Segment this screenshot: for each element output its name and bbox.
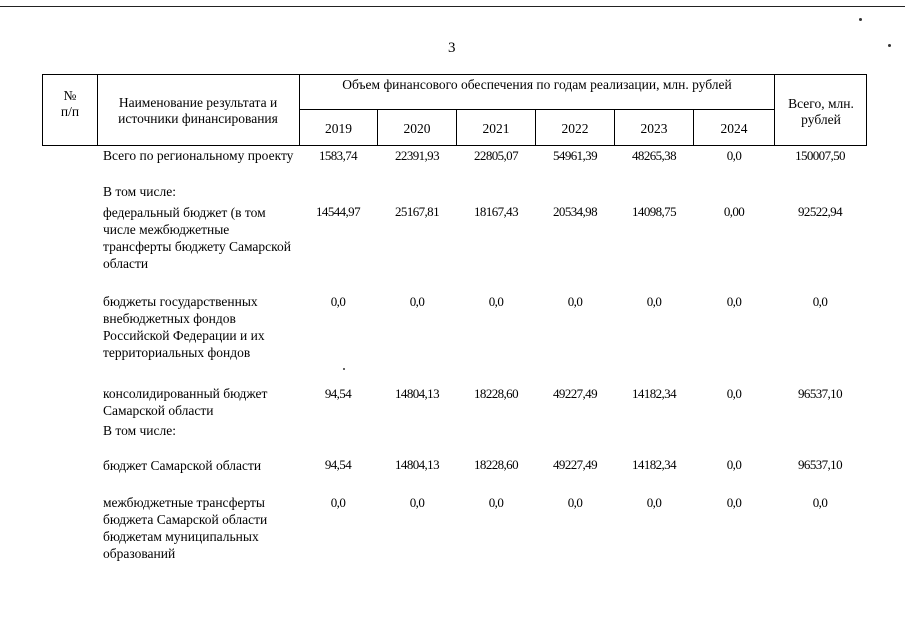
row-total-2024: 0,0	[726, 148, 742, 163]
row-total-label: Всего по региональному проекту	[103, 148, 294, 163]
row-total-2023: 48265,38	[632, 148, 676, 163]
header-year-2021: 2021	[482, 121, 510, 136]
row-funds-2022: 0,0	[567, 294, 583, 309]
header-left-border	[42, 74, 43, 146]
row-federal-label: федеральный бюджет (в том числе межбюджетные трансферты бюджету Самарской области	[103, 205, 291, 271]
row-consolidated-2020: 14804,13	[395, 386, 439, 401]
row-federal-sum: 92522,94	[798, 204, 842, 219]
row-regional-2021: 18228,60	[474, 457, 518, 472]
row-transfers-2020: 0,0	[409, 495, 425, 510]
scan-speck	[888, 44, 891, 47]
row-federal-2021: 18167,43	[474, 204, 518, 219]
row-regional-2023: 14182,34	[632, 457, 676, 472]
row-total-sum: 150007,50	[795, 148, 845, 163]
page-number: 3	[448, 40, 456, 56]
row-regional-2024: 0,0	[726, 457, 742, 472]
row-regional-2022: 49227,49	[553, 457, 597, 472]
header-year-2019: 2019	[325, 121, 352, 136]
row-funds-2020: 0,0	[409, 294, 425, 309]
row-consolidated-sum: 96537,10	[798, 386, 842, 401]
header-year-2024: 2024	[720, 121, 748, 136]
row-total-2020: 22391,93	[395, 148, 439, 163]
row-consolidated-2019: 94,54	[324, 386, 352, 401]
row-including-label-2: В том числе:	[103, 423, 176, 438]
header-year-2022: 2022	[561, 121, 589, 136]
row-consolidated-2021: 18228,60	[474, 386, 518, 401]
row-transfers-2023: 0,0	[646, 495, 662, 510]
row-transfers-2019: 0,0	[330, 495, 346, 510]
header-bottom-border	[42, 145, 866, 146]
row-transfers-2022: 0,0	[567, 495, 583, 510]
row-transfers-2021: 0,0	[488, 495, 504, 510]
row-funds-sum: 0,0	[812, 294, 828, 309]
row-transfers-sum: 0,0	[812, 495, 828, 510]
row-transfers-2024: 0,0	[726, 495, 742, 510]
row-consolidated-2024: 0,0	[726, 386, 742, 401]
row-funds-2023: 0,0	[646, 294, 662, 309]
scan-speck	[859, 18, 862, 21]
header-right-border	[866, 74, 867, 146]
row-consolidated-2023: 14182,34	[632, 386, 676, 401]
row-total-2019: 1583,74	[318, 148, 358, 163]
header-years-divider	[299, 109, 774, 110]
page-top-rule	[0, 6, 905, 7]
header-col-volume: Объем финансового обеспечения по годам реализации, млн. рублей	[342, 77, 732, 92]
row-funds-2024: 0,0	[726, 294, 742, 309]
header-year-2023: 2023	[640, 121, 668, 136]
row-consolidated-2022: 49227,49	[553, 386, 597, 401]
scan-speck	[343, 368, 345, 370]
row-regional-label: бюджет Самарской области	[103, 458, 262, 473]
row-consolidated-label: консолидированный бюджет Самарской области	[103, 386, 268, 418]
row-funds-2021: 0,0	[488, 294, 504, 309]
header-divider-total	[774, 74, 775, 146]
row-transfers-label: межбюджетные трансферты бюджета Самарской области бюджетам муниципальных образований	[103, 495, 268, 561]
header-top-border	[42, 74, 866, 75]
row-federal-2020: 25167,81	[395, 204, 439, 219]
row-federal-2024: 0,00	[723, 204, 745, 219]
row-funds-label: бюджеты государственных внебюджетных фондов Российской Федерации и их территориальных фондов	[103, 294, 265, 360]
row-total-2022: 54961,39	[553, 148, 597, 163]
row-regional-2020: 14804,13	[395, 457, 439, 472]
row-regional-2019: 94,54	[324, 457, 352, 472]
header-col-num: № п/п	[60, 88, 80, 119]
header-col-total: Всего, млн. рублей	[788, 96, 854, 127]
row-federal-2019: 14544,97	[316, 204, 360, 219]
row-federal-2022: 20534,98	[553, 204, 597, 219]
row-federal-2023: 14098,75	[632, 204, 676, 219]
row-funds-2019: 0,0	[330, 294, 346, 309]
header-year-2020: 2020	[403, 121, 431, 136]
row-total-2021: 22805,07	[474, 148, 518, 163]
row-including-label-1: В том числе:	[103, 184, 176, 199]
header-col-name: Наименование результата и источники финансирования	[118, 95, 278, 126]
header-divider-num	[97, 74, 98, 146]
row-regional-sum: 96537,10	[798, 457, 842, 472]
